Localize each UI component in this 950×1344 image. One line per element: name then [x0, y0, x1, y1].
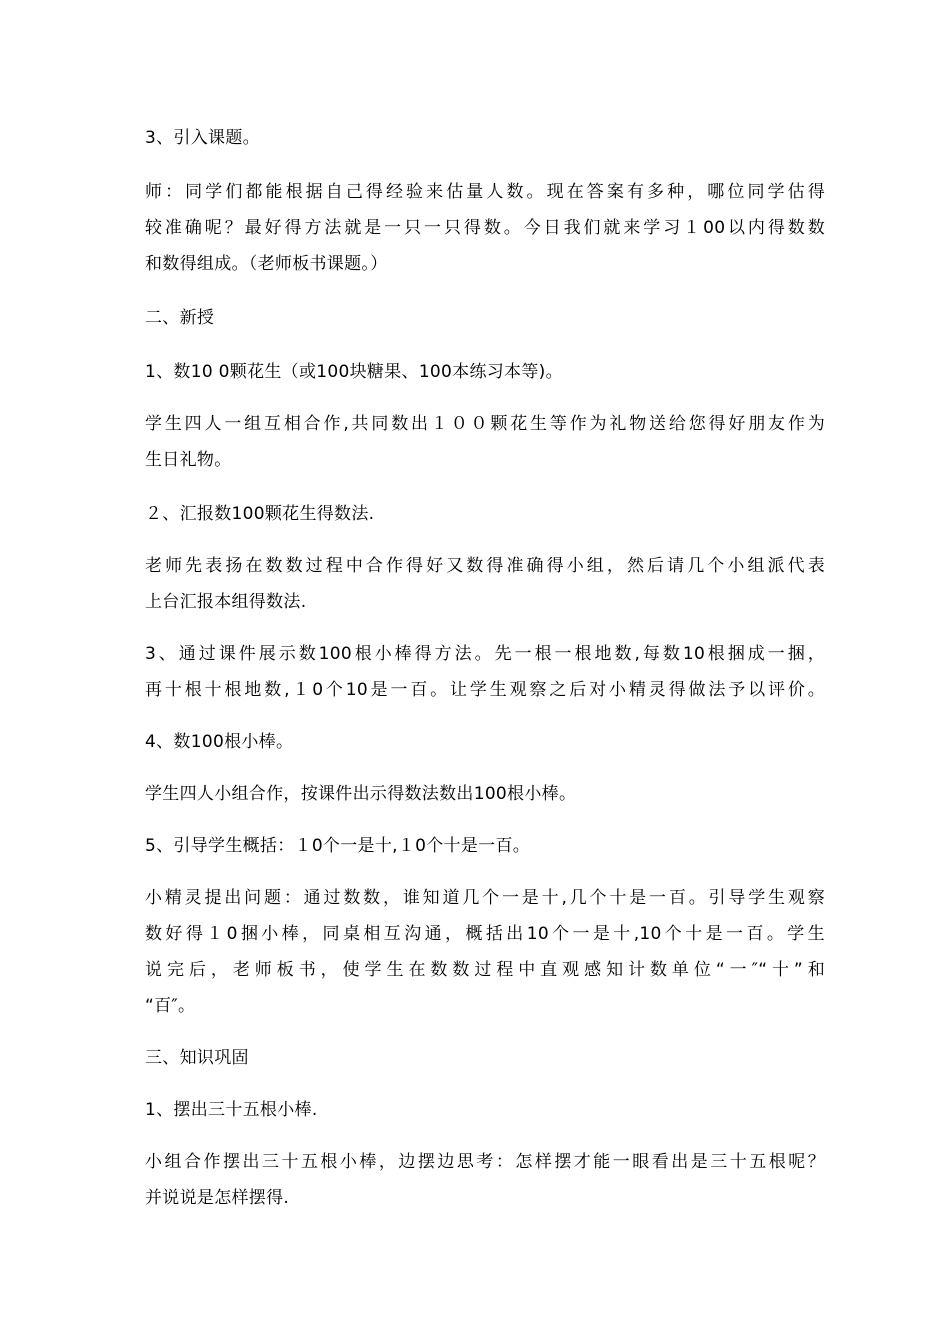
- line-item-3-para-1: 3、通过课件展示数100根小棒得方法。先一根一根地数,每数10根捆成一捆，: [145, 644, 825, 664]
- line-item-5-heading: 5、引导学生概括：１0个一是十,１0个十是一百。: [145, 836, 531, 856]
- line-teacher-para-2: 较准确呢？最好得方法就是一只一只得数。今日我们就来学习１00以内得数数: [145, 218, 825, 238]
- line-section-3-heading: 3、引入课题。: [145, 128, 260, 148]
- line-part-2-heading: 二、新授: [145, 308, 215, 328]
- line-item-5-para-3: 说完后，老师板书，使学生在数数过程中直观感知计数单位“一″“十”和: [145, 960, 825, 980]
- line-consolidate-item-1-heading: 1、摆出三十五根小棒.: [145, 1100, 318, 1120]
- line-teacher-para-1: 师：同学们都能根据自己得经验来估量人数。现在答案有多种，哪位同学估得: [145, 182, 825, 202]
- line-teacher-para-3: 和数得组成。（老师板书课题。）: [145, 254, 388, 274]
- line-consolidate-para-2: 并说说是怎样摆得.: [145, 1188, 290, 1208]
- line-item-2-para-2: 上台汇报本组得数法.: [145, 592, 307, 612]
- line-item-2-heading: ２、汇报数100颗花生得数法.: [145, 504, 375, 524]
- line-item-4-heading: 4、数100根小棒。: [145, 732, 294, 752]
- line-item-5-para-2: 数好得１0捆小棒，同桌相互沟通，概括出10个一是十,10个十是一百。学生: [145, 924, 825, 944]
- line-item-2-para-1: 老师先表扬在数数过程中合作得好又数得准确得小组，然后请几个小组派代表: [145, 556, 825, 576]
- line-item-4-para: 学生四人小组合作，按课件出示得数法数出100根小棒。: [145, 784, 577, 804]
- line-part-3-heading: 三、知识巩固: [145, 1048, 249, 1068]
- line-item-1-para-2: 生日礼物。: [145, 450, 232, 470]
- line-item-1-heading: 1、数10 0颗花生（或100块糖果、100本练习本等)。: [145, 362, 563, 382]
- line-item-5-para-1: 小精灵提出问题：通过数数，谁知道几个一是十,几个十是一百。引导学生观察: [145, 888, 825, 908]
- line-consolidate-para-1: 小组合作摆出三十五根小棒，边摆边思考：怎样摆才能一眼看出是三十五根呢？: [145, 1152, 825, 1172]
- line-item-5-para-4: “百″。: [145, 996, 196, 1016]
- line-item-3-para-2: 再十根十根地数,１0个10是一百。让学生观察之后对小精灵得做法予以评价。: [145, 680, 825, 700]
- line-item-1-para-1: 学生四人一组互相合作,共同数出１００颗花生等作为礼物送给您得好朋友作为: [145, 414, 825, 434]
